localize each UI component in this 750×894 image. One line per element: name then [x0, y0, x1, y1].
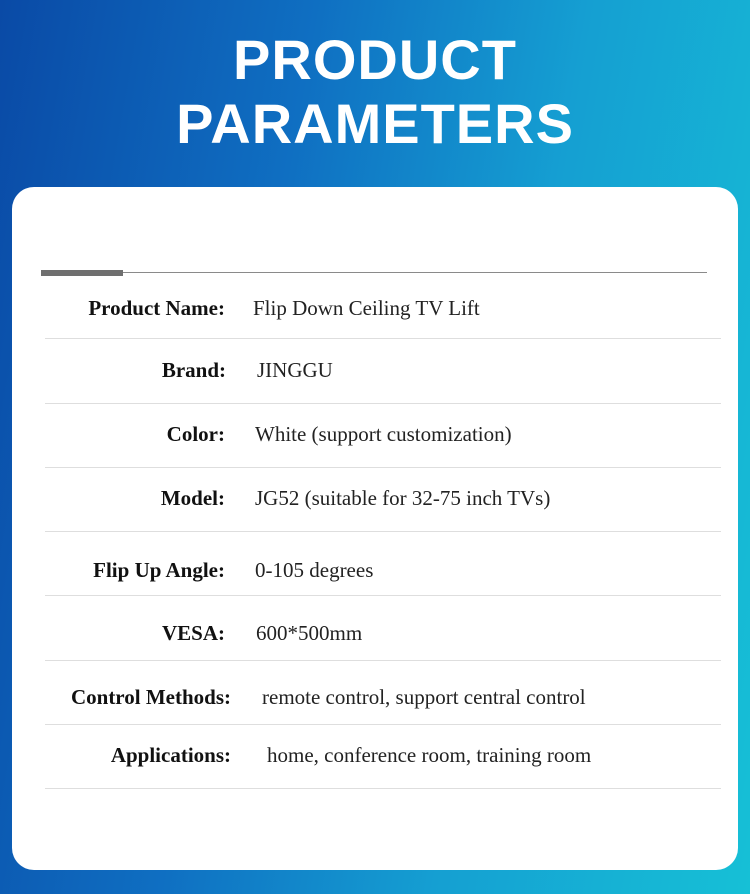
param-row-vesa [45, 596, 721, 661]
param-value: home, conference room, training room [267, 743, 592, 767]
param-value: White (support customization) [255, 422, 512, 446]
param-label: Product Name: [88, 296, 225, 320]
header-divider-accent [41, 270, 123, 276]
param-value: remote control, support central control [262, 685, 586, 709]
parameters-card [12, 187, 738, 870]
param-row-applications [45, 725, 721, 789]
param-row-color [45, 404, 721, 468]
param-row-model [45, 468, 721, 532]
param-value: JINGGU [257, 358, 333, 382]
param-value: 600*500mm [256, 621, 363, 645]
param-row-control-methods [45, 661, 721, 725]
param-label: Flip Up Angle: [93, 558, 225, 582]
param-value: Flip Down Ceiling TV Lift [253, 296, 480, 320]
param-label: Brand: [161, 358, 226, 382]
param-row-brand [45, 339, 721, 404]
param-label: Color: [166, 422, 225, 446]
param-label: Control Methods: [70, 685, 231, 709]
param-row-product-name [45, 282, 721, 339]
title-line-1: PRODUCT [233, 28, 517, 91]
param-label: VESA: [161, 621, 225, 645]
param-label: Model: [160, 486, 225, 510]
param-value: JG52 (suitable for 32-75 inch TVs) [255, 486, 551, 510]
param-value: 0-105 degrees [255, 558, 374, 582]
title-line-2: PARAMETERS [176, 92, 574, 155]
page-title [0, 28, 750, 156]
param-label: Applications: [110, 743, 231, 767]
param-row-flip-up-angle [45, 532, 721, 596]
header-divider [41, 272, 707, 273]
